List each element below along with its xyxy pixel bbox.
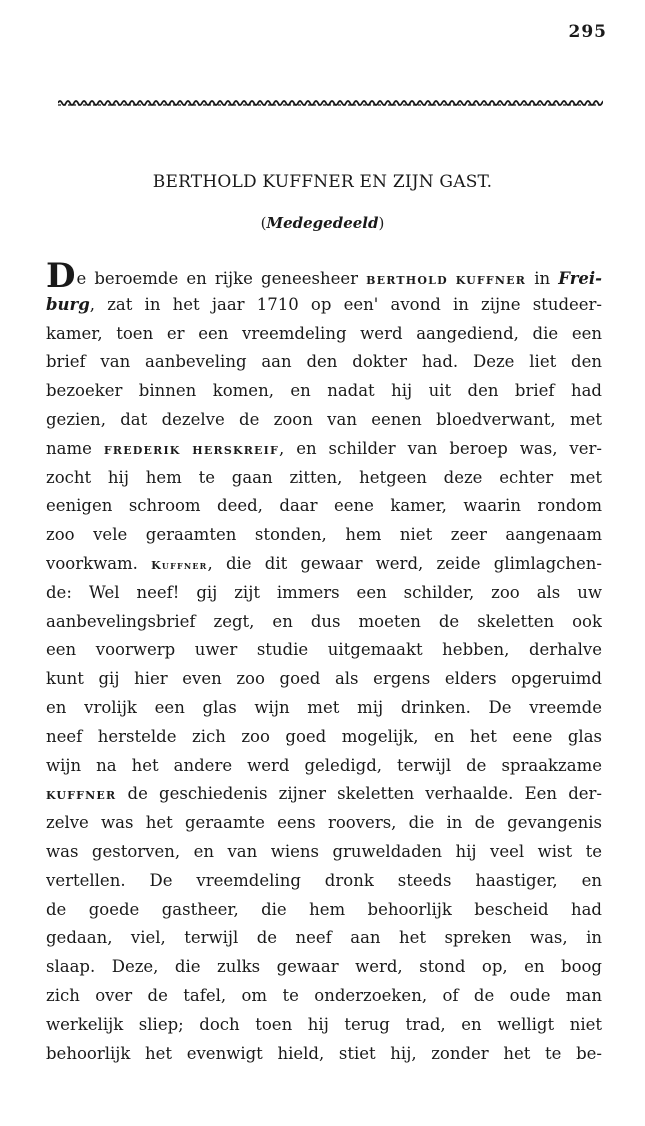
text-span: , en schilder van beroep was, ver-: [279, 438, 602, 458]
text-line: [46, 291, 602, 320]
page-number: 295: [568, 22, 607, 42]
chapter-subtitle: [0, 214, 645, 232]
text-span: voorkwam.: [46, 553, 152, 573]
text-line: behoorlijk het evenwigt hield, stiet hij, zonder het te be-: [46, 1043, 602, 1063]
place-italic: Frei-: [558, 269, 602, 288]
ornamental-rule: [58, 94, 603, 110]
body-text: [46, 262, 602, 1068]
subtitle-paren-close: ): [378, 214, 385, 232]
text-line: de: Wel neef! gij zijt immers een schilder, zoo als uw: [46, 582, 602, 602]
text-line: gezien, dat dezelve de zoon van eenen bloedverwant, met: [46, 409, 602, 429]
text-span: , zat in het jaar 1710 op een' avond in zijne studeer-: [89, 294, 602, 314]
text-line: zelve was het geraamte eens roovers, die in de gevangenis: [46, 813, 602, 833]
text-line: brief van aanbeveling aan den dokter had. Deze liet den: [46, 352, 602, 372]
text-line: kunt gij hier even zoo goed als ergens elders opgeruimd: [46, 669, 602, 689]
text-span: e beroemde en rijke geneesheer: [76, 269, 367, 288]
text-line: [46, 435, 602, 464]
text-line: was gestorven, en van wiens gruweldaden hij veel wist te: [46, 841, 602, 861]
text-line: aanbevelingsbrief zegt, en dus moeten de skeletten ook: [46, 611, 602, 631]
text-line: een voorwerp uwer studie uitgemaakt hebben, derhalve: [46, 640, 602, 660]
text-line: werkelijk sliep; doch toen hij terug trad, en welligt niet: [46, 1014, 602, 1034]
text-line: de goede gastheer, die hem behoorlijk bescheid had: [46, 899, 602, 919]
text-line: en vrolijk een glas wijn met mij drinken. De vreemde: [46, 697, 602, 717]
text-line: bezoeker binnen komen, en nadat hij uit den brief had: [46, 381, 602, 401]
name-small-caps: BERTHOLD KUFFNER: [366, 274, 527, 287]
text-span: , die dit gewaar werd, zeide glimlagchen-: [207, 553, 602, 573]
text-line: kamer, toen er een vreemdeling werd aangediend, die een: [46, 323, 602, 343]
text-line: [46, 550, 602, 579]
text-span: in: [526, 269, 559, 288]
text-line: vertellen. De vreemdeling dronk steeds haastiger, en: [46, 870, 602, 890]
place-italic: burg: [46, 294, 90, 314]
text-span: name: [46, 438, 104, 458]
text-span: de geschiedenis zijner skeletten verhaalde. Een der-: [116, 784, 602, 804]
chapter-title: BERTHOLD KUFFNER EN ZIJN GAST.: [152, 172, 493, 192]
text-line: eenigen schroom deed, daar eene kamer, waarin rondom: [46, 496, 602, 516]
name-small-caps: KUFFNER: [46, 789, 117, 803]
text-line: gedaan, viel, terwijl de neef aan het spreken was, in: [46, 928, 602, 948]
text-line: zocht hij hem te gaan zitten, hetgeen deze echter met: [46, 467, 602, 487]
text-line: slaap. Deze, die zulks gewaar werd, stond op, en boog: [46, 957, 602, 977]
text-line: wijn na het andere werd geledigd, terwijl de spraakzame: [46, 755, 602, 775]
text-line: [46, 262, 602, 291]
name-small-caps: FREDERIK HERSKREIF: [103, 443, 279, 457]
subtitle-paren-open: (: [260, 214, 267, 232]
text-line: zoo vele geraamten stonden, hem niet zeer aangenaam: [46, 525, 602, 545]
name-small-caps: Kuffner: [151, 558, 208, 572]
text-line: zich over de tafel, om te onderzoeken, of de oude man: [46, 985, 602, 1005]
drop-cap: D: [46, 262, 76, 291]
text-line: [46, 780, 602, 809]
text-line: neef herstelde zich zoo goed mogelijk, en het eene glas: [46, 726, 602, 746]
subtitle-text: Medegedeeld: [266, 214, 379, 232]
